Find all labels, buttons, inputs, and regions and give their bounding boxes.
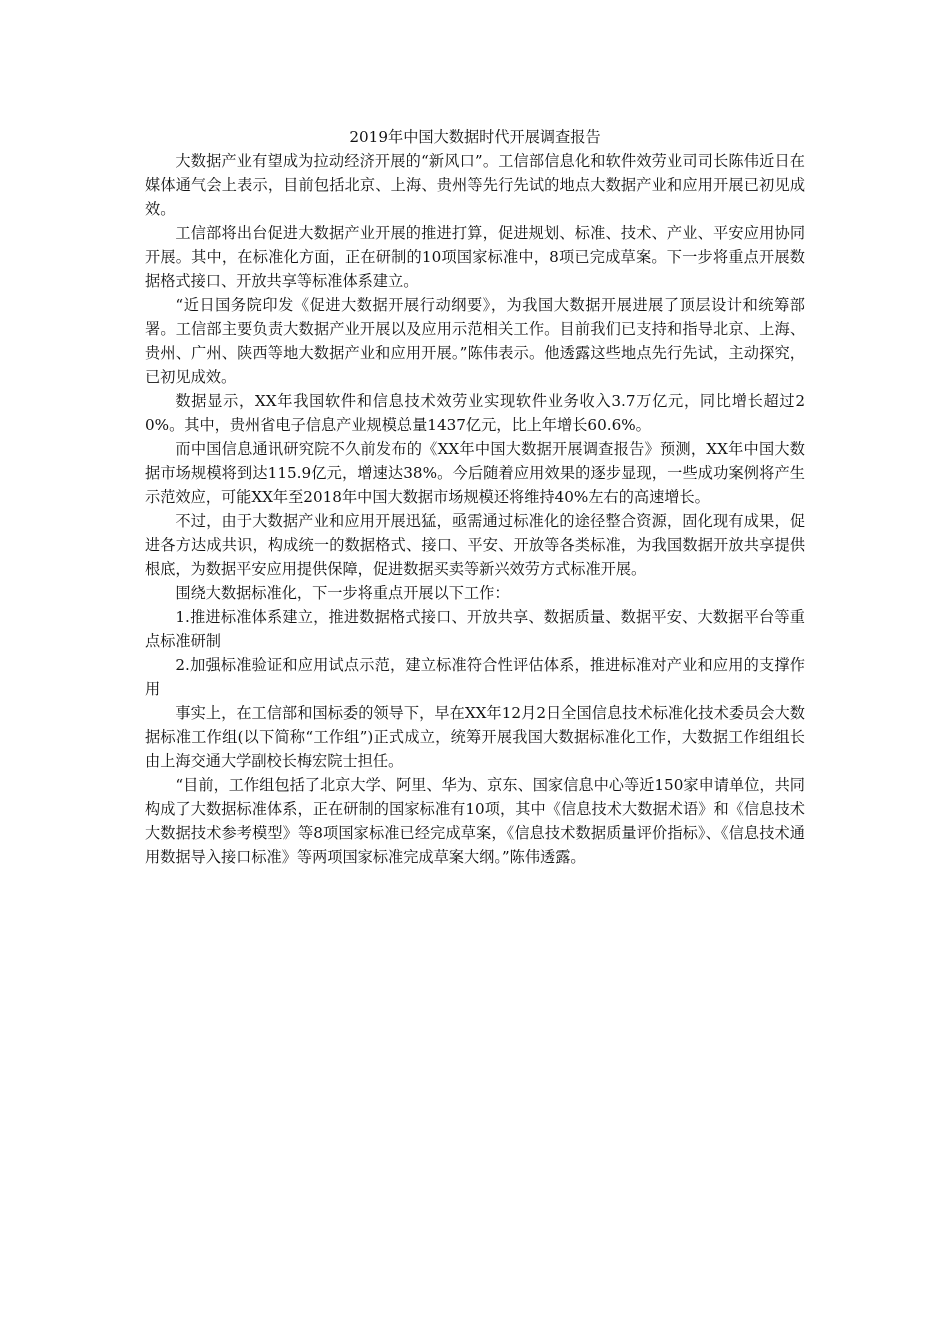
list-item-2: 2.加强标准验证和应用试点示范，建立标准符合性评估体系，推进标准对产业和应用的支撑作用 (145, 656, 805, 698)
paragraph-2: 工信部将出台促进大数据产业开展的推进打算，促进规划、标准、技术、产业、平安应用协同开展。其中，在标准化方面，正在研制的10项国家标准中，8项已完成草案。下一步将重点开展数据格式接口、开放共享等标准体系建立。 (145, 224, 805, 290)
document-title: 2019年中国大数据时代开展调查报告 (349, 128, 601, 146)
paragraph-8: 事实上，在工信部和国标委的领导下，早在XX年12月2日全国信息技术标准化技术委员会大数据标准工作组(以下简称“工作组”)正式成立，统筹开展我国大数据标准化工作，大数据工作组组长由上海交通大学副校长梅宏院士担任。 (145, 704, 805, 770)
paragraph-9: “目前，工作组包括了北京大学、阿里、华为、京东、国家信息中心等近150家申请单位，共同构成了大数据标准体系，正在研制的国家标准有10项，其中《信息技术大数据术语》和《信息技术大数据技术参考模型》等8项国家标准已经完成草案，《信息技术数据质量评价指标》、《信息技术通用数据导入接口标准》等两项国家标准完成草案大纲。”陈伟透露。 (145, 776, 805, 866)
paragraph-6: 不过，由于大数据产业和应用开展迅猛，亟需通过标准化的途径整合资源，固化现有成果，促进各方达成共识，构成统一的数据格式、接口、平安、开放等各类标准，为我国数据开放共享提供根底，为数据平安应用提供保障，促进数据买卖等新兴效劳方式标准开展。 (145, 512, 805, 578)
paragraph-1: 大数据产业有望成为拉动经济开展的“新风口”。工信部信息化和软件效劳业司司长陈伟近日在媒体通气会上表示，目前包括北京、上海、贵州等先行先试的地点大数据产业和应用开展已初见成效。 (145, 152, 805, 218)
list-item-1: 1.推进标准体系建立，推进数据格式接口、开放共享、数据质量、数据平安、大数据平台等重点标准研制 (145, 608, 805, 650)
document-body (145, 125, 805, 869)
paragraph-7: 围绕大数据标准化，下一步将重点开展以下工作： (175, 584, 510, 602)
paragraph-5: 而中国信息通讯研究院不久前发布的《XX年中国大数据开展调查报告》预测，XX年中国大数据市场规模将到达115.9亿元，增速达38%。今后随着应用效果的逐步显现，一些成功案例将产生示范效应，可能XX年至2018年中国大数据市场规模还将维持40%左右的高速增长。 (145, 440, 805, 506)
paragraph-3: “近日国务院印发《促进大数据开展行动纲要》，为我国大数据开展进展了顶层设计和统筹部署。工信部主要负责大数据产业开展以及应用示范相关工作。目前我们已支持和指导北京、上海、贵州、广州、陕西等地大数据产业和应用开展。”陈伟表示。他透露这些地点先行先试，主动探究，已初见成效。 (145, 296, 805, 386)
paragraph-4: 数据显示，XX年我国软件和信息技术效劳业实现软件业务收入3.7万亿元，同比增长超过20%。其中，贵州省电子信息产业规模总量1437亿元，比上年增长60.6%。 (145, 392, 805, 434)
